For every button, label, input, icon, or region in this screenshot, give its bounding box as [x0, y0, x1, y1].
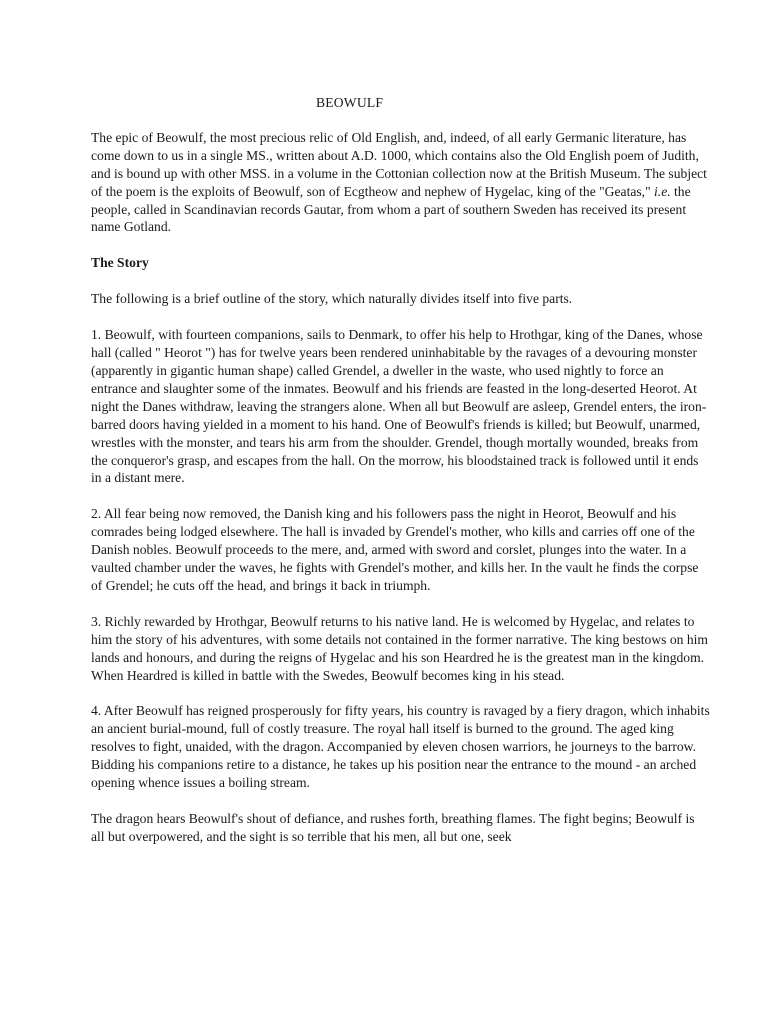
intro-italic: i.e. [654, 183, 671, 199]
story-part-2: 2. All fear being now removed, the Danish king and his followers pass the night in Heorot, Beowulf and his comrades being lodged elsewhere. The hall is invaded by Grendel's mother, who kills and carries off one of the Danish nobles. Beowulf proceeds to the mere, and, armed with sword and corslet, plunges into the water. In a vaulted chamber under the waves, he fights with Grendel's mother, and kills her. In the vault he finds the corpse of Grendel; he cuts off the head, and brings it back in triumph. [91, 506, 699, 593]
section-heading: The Story [91, 255, 149, 271]
story-part-4-continued: The dragon hears Beowulf's shout of defiance, and rushes forth, breathing flames. The fight begins; Beowulf is all but overpowered, and the sight is so terrible that his men, all but one, seek [91, 811, 695, 844]
outline-intro-paragraph: The following is a brief outline of the story, which naturally divides itself into five parts. [91, 291, 573, 307]
story-part-1: 1. Beowulf, with fourteen companions, sails to Denmark, to offer his help to Hrothgar, king of the Danes, whose hall (called " Heorot ") has for twelve years been rendered uninhabitable by the ravages of a devouring monster (apparently in gigantic human shape) called Grendel, a dweller in the waste, who used nightly to force an entrance and slaughter some of the inmates. Beowulf and his friends are feasted in the long-deserted Heorot. At night the Danes withdraw, leaving the strangers alone. When all but Beowulf are asleep, Grendel enters, the iron-barred doors having yielded in a moment to his hand. One of Beowulf's friends is killed; but Beowulf, unarmed, wrestles with the monster, and tears his arm from the shoulder. Grendel, though mortally wounded, breaks from the conqueror's grasp, and escapes from the hall. On the morrow, his bloodstained track is followed until it ends in a distant mere. [91, 327, 707, 486]
intro-text-after: the people, called in Scandinavian records Gautar, from whom a part of southern Sweden has received its present name Gotland. [91, 183, 691, 235]
document-title: BEOWULF [316, 95, 384, 110]
story-part-3: 3. Richly rewarded by Hrothgar, Beowulf returns to his native land. He is welcomed by Hygelac, and relates to him the story of his adventures, with some details not contained in the former narrative. The king bestows on him lands and honours, and during the reigns of Hygelac and his son Heardred he is the greatest man in the kingdom. When Heardred is killed in battle with the Swedes, Beowulf becomes king in his stead. [91, 613, 709, 683]
story-part-4: 4. After Beowulf has reigned prosperously for fifty years, his country is ravaged by a fiery dragon, which inhabits an ancient burial-mound, full of costly treasure. The royal hall itself is burned to the ground. The aged king resolves to fight, unaided, with the dragon. Accompanied by eleven chosen warriors, he journeys to the barrow. Bidding his companions retire to a distance, he takes up his position near the entrance to the mound - an arched opening whence issues a boiling stream. [91, 703, 710, 791]
intro-text-before: The epic of Beowulf, the most precious relic of Old English, and, indeed, of all early Germanic literature, has come down to us in a single MS., written about A.D. 1000, which contains also the Old English poem of Judith, and is bound up with other MSS. in a volume in the Cottonian collection now at the British Museum. The subject of the poem is the exploits of Beowulf, son of Ecgtheow and nephew of Hygelac, king of the "Geatas," [91, 129, 707, 199]
intro-paragraph [91, 129, 710, 236]
